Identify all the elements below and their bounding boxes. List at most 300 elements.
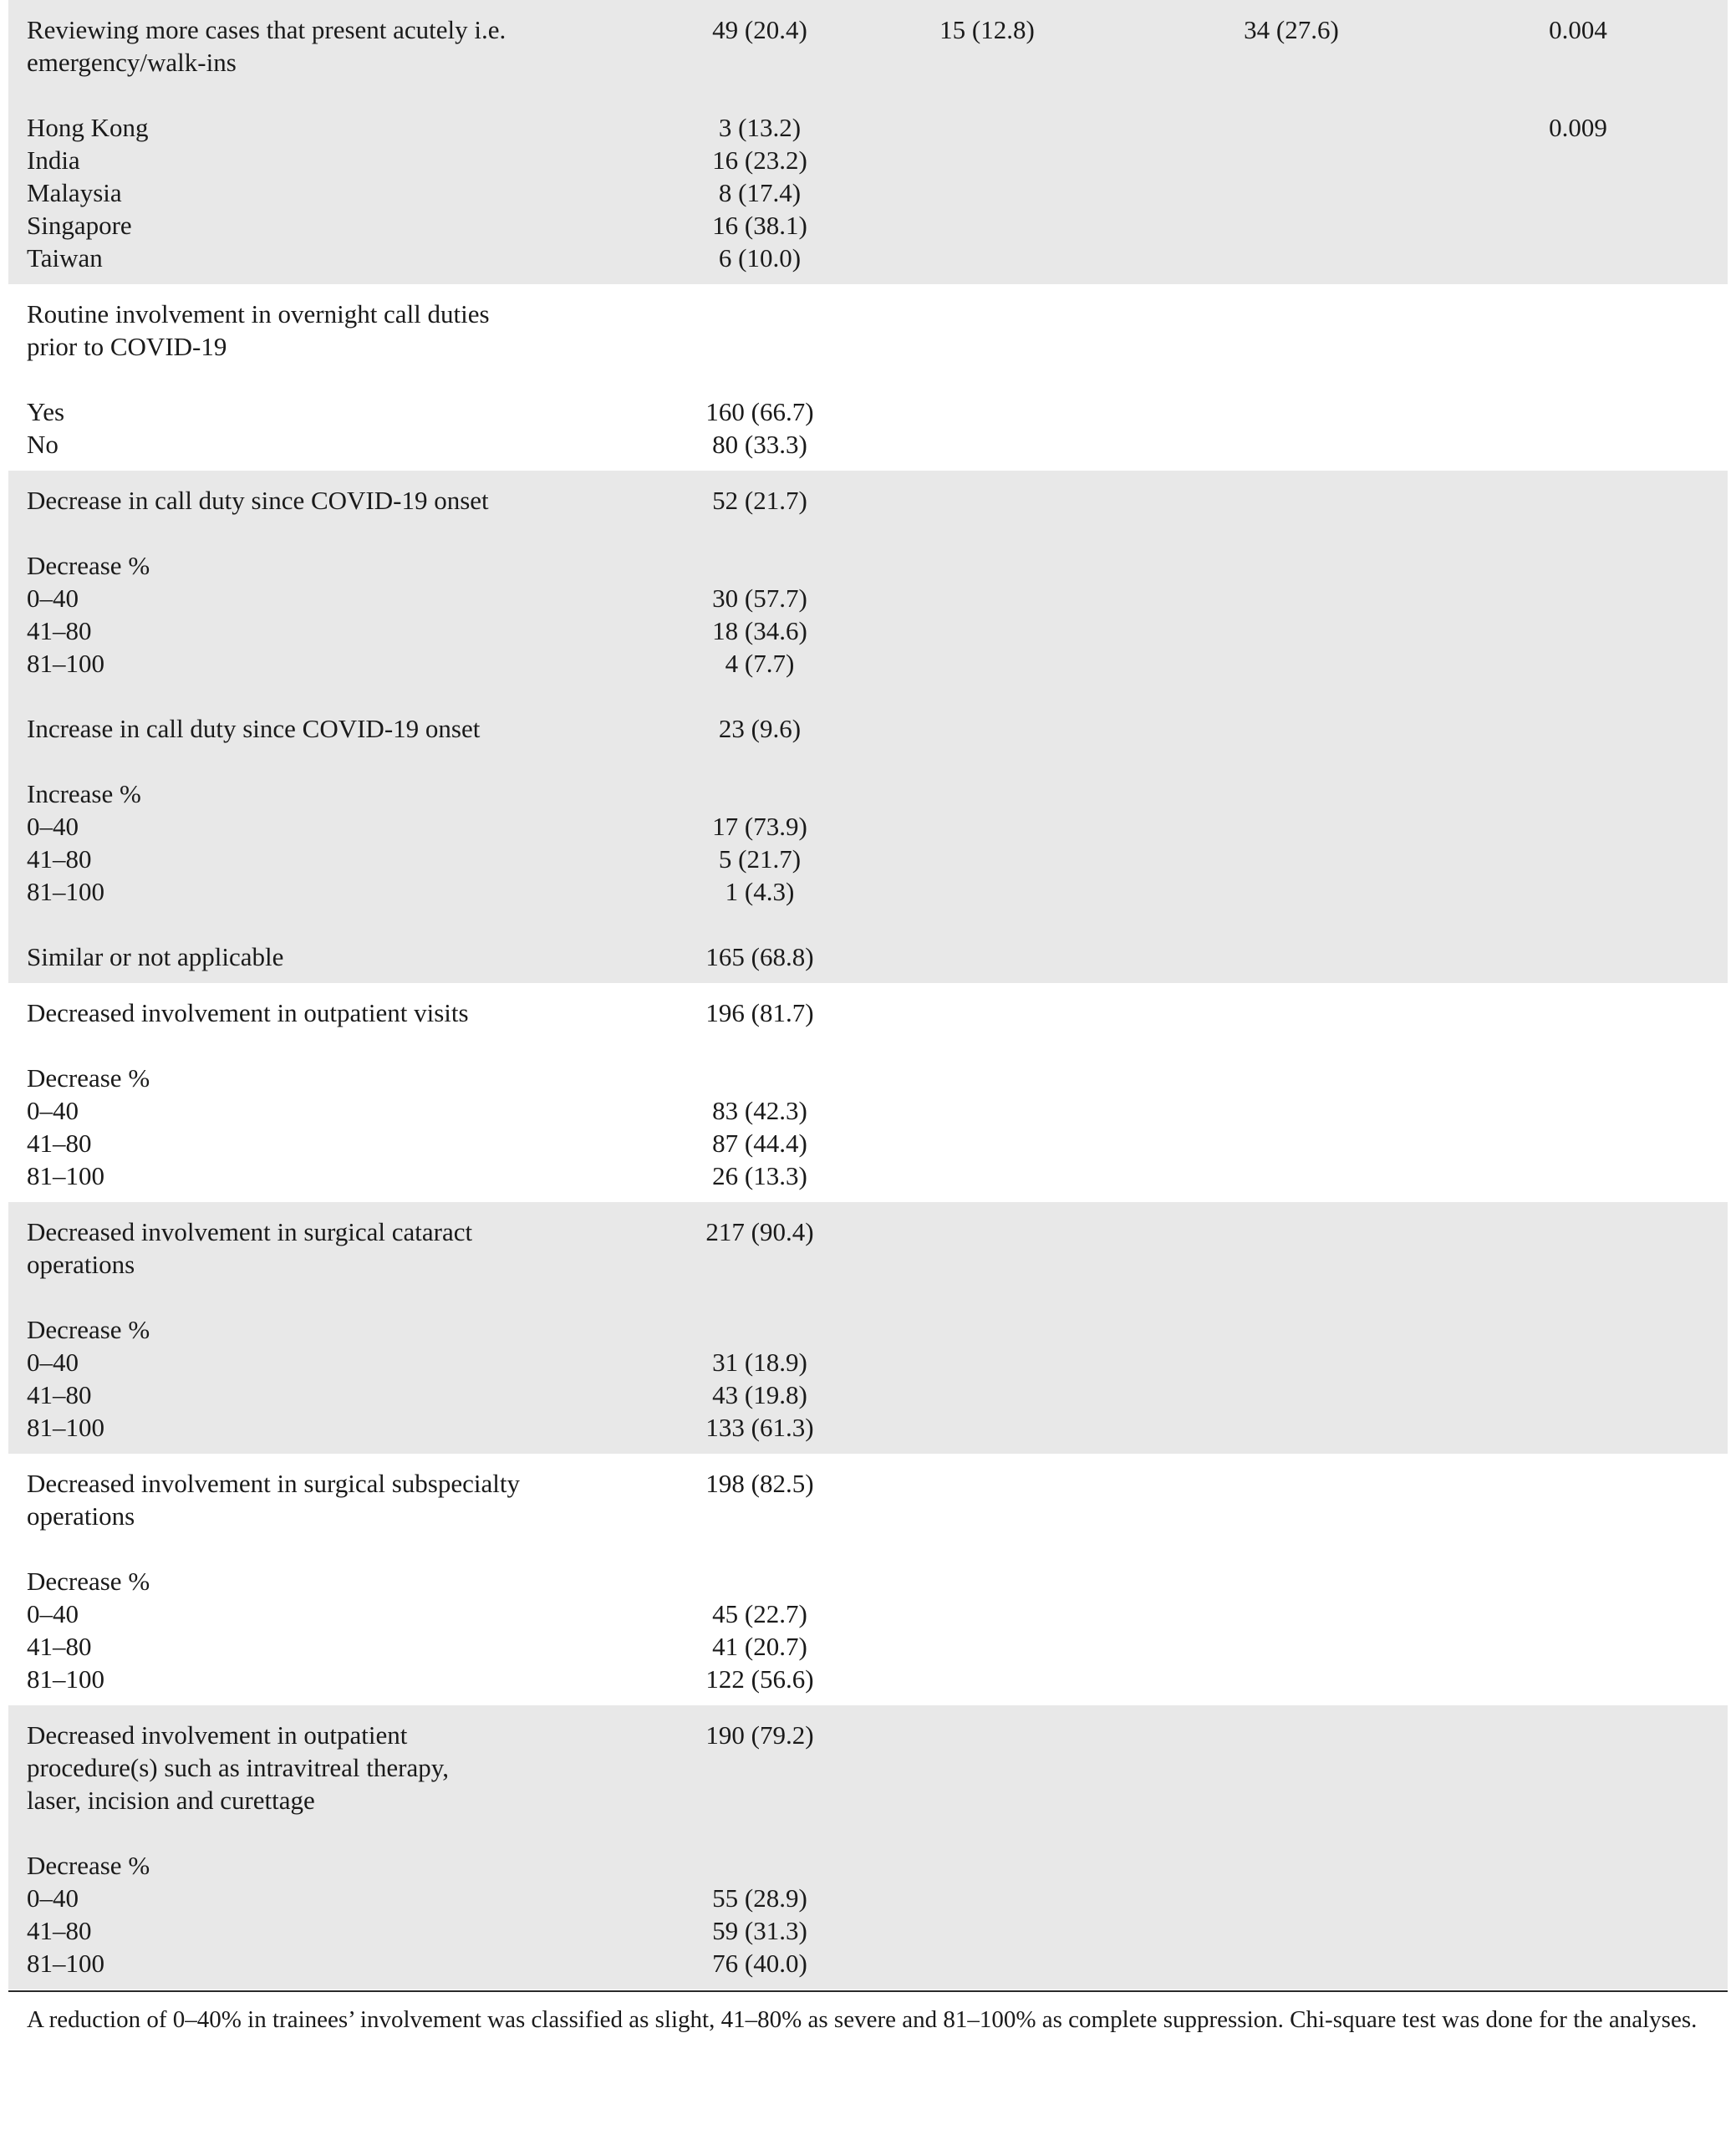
- cell-n-percent: [685, 549, 835, 582]
- cell-group-b: [1139, 777, 1443, 810]
- cell-group-a: [835, 549, 1139, 582]
- cell-group-b: [1139, 471, 1443, 517]
- cell-group-a: [835, 843, 1139, 875]
- table-group: [8, 1202, 1728, 1454]
- cell-group-b: [1139, 363, 1443, 395]
- cell-n-percent: 198 (82.5): [705, 1469, 814, 1498]
- row-label: [8, 1532, 685, 1565]
- cell-group-a: [835, 428, 1139, 471]
- cell-group-a: [835, 471, 1139, 517]
- cell-n-percent: 217 (90.4): [685, 1202, 835, 1281]
- cell-n-percent: 87 (44.4): [712, 1129, 807, 1158]
- cell-p-value: [1443, 242, 1728, 284]
- cell-group-a: [835, 1281, 1139, 1313]
- cell-group-a: [835, 111, 1139, 144]
- cell-group-a: [835, 680, 1139, 712]
- row-label: Increase %: [8, 777, 685, 810]
- cell-n-percent: 3 (13.2): [685, 111, 835, 144]
- table-row: [8, 875, 1728, 908]
- cell-group-a: [835, 1454, 1139, 1532]
- cell-group-a: [835, 1029, 1139, 1062]
- row-label: Routine involvement in overnight call duties prior to COVID-19: [27, 299, 490, 361]
- cell-group-a: [835, 144, 1139, 176]
- table-row: [8, 1705, 1728, 1816]
- cell-group-b: [1139, 1094, 1443, 1127]
- row-label: 81–100: [8, 1411, 685, 1454]
- row-label: Increase in call duty since COVID-19 onset: [8, 712, 685, 745]
- cell-group-b: [1139, 1914, 1443, 1947]
- cell-n-percent: 122 (56.6): [705, 1664, 814, 1694]
- cell-group-b: [1139, 908, 1443, 940]
- cell-p-value: [1443, 983, 1728, 1029]
- row-label: [8, 79, 685, 111]
- cell-group-b: [1139, 712, 1443, 745]
- row-label: 41–80: [8, 1378, 685, 1411]
- cell-group-b: [1139, 1281, 1443, 1313]
- cell-p-value: [1443, 647, 1728, 680]
- row-label: Decrease in call duty since COVID-19 onset: [8, 471, 685, 517]
- cell-n-percent: [685, 517, 835, 549]
- cell-group-a: [835, 1882, 1139, 1914]
- spacer-row: [8, 79, 1728, 111]
- cell-n-percent: 8 (17.4): [685, 176, 835, 209]
- cell-group-b: [1139, 582, 1443, 614]
- table-row: [8, 983, 1728, 1029]
- cell-group-a: [835, 1313, 1139, 1346]
- row-label: [8, 680, 685, 712]
- table-row: [8, 1565, 1728, 1597]
- cell-n-percent: 30 (57.7): [685, 582, 835, 614]
- table-row: [8, 1630, 1728, 1663]
- cell-group-b: [1139, 428, 1443, 471]
- table-row: [8, 395, 1728, 428]
- table-row: [8, 1127, 1728, 1159]
- table-group: [8, 1454, 1728, 1705]
- table-row: [8, 1849, 1728, 1882]
- cell-group-a: [835, 777, 1139, 810]
- cell-group-b: [1139, 983, 1443, 1029]
- cell-n-percent: [685, 1281, 835, 1313]
- cell-group-a: [835, 242, 1139, 284]
- row-label: 0–40: [27, 1096, 79, 1125]
- cell-group-a: [835, 1062, 1139, 1094]
- cell-n-percent: 31 (18.9): [685, 1346, 835, 1378]
- cell-p-value: [1443, 875, 1728, 908]
- data-table: [8, 0, 1728, 1990]
- cell-p-value: [1443, 1630, 1728, 1663]
- cell-p-value: [1443, 1029, 1728, 1062]
- row-label: 81–100: [8, 875, 685, 908]
- cell-group-b: [1139, 1313, 1443, 1346]
- cell-p-value: [1443, 614, 1728, 647]
- row-label: [8, 1816, 685, 1849]
- cell-group-b: [1139, 875, 1443, 908]
- table-row: [8, 284, 1728, 363]
- cell-n-percent: 23 (9.6): [685, 712, 835, 745]
- cell-group-a: [835, 517, 1139, 549]
- cell-n-percent: 55 (28.9): [685, 1882, 835, 1914]
- cell-group-b: [1139, 1630, 1443, 1663]
- cell-group-b: [1139, 1565, 1443, 1597]
- cell-group-b: [1139, 517, 1443, 549]
- cell-n-percent: 26 (13.3): [712, 1161, 807, 1190]
- spacer-row: [8, 1532, 1728, 1565]
- cell-n-percent: [685, 1849, 835, 1882]
- row-label: No: [27, 430, 59, 459]
- table-row: [8, 209, 1728, 242]
- cell-group-b: [1139, 549, 1443, 582]
- cell-n-percent: 80 (33.3): [712, 430, 807, 459]
- row-label: 81–100: [8, 647, 685, 680]
- cell-group-a: [835, 284, 1139, 363]
- cell-group-b: [1139, 1411, 1443, 1454]
- cell-n-percent: 49 (20.4): [685, 0, 835, 79]
- cell-p-value: [1443, 940, 1728, 983]
- cell-group-b: [1139, 284, 1443, 363]
- row-label: Singapore: [8, 209, 685, 242]
- cell-p-value: [1443, 1597, 1728, 1630]
- cell-group-a: 15 (12.8): [835, 0, 1139, 79]
- cell-p-value: [1443, 1705, 1728, 1816]
- row-label: Decreased involvement in outpatient procedure(s) such as intravitreal therapy, laser, incision and curettage: [8, 1705, 685, 1816]
- cell-n-percent: [685, 1313, 835, 1346]
- cell-n-percent: [685, 284, 835, 363]
- row-label: Decrease %: [8, 1313, 685, 1346]
- spacer-row: [8, 908, 1728, 940]
- row-label: 41–80: [8, 843, 685, 875]
- cell-p-value: [1443, 908, 1728, 940]
- table-row: [8, 242, 1728, 284]
- table-group: [8, 983, 1728, 1202]
- cell-p-value: [1443, 1202, 1728, 1281]
- cell-p-value: [1443, 363, 1728, 395]
- row-label: India: [8, 144, 685, 176]
- cell-group-b: [1139, 242, 1443, 284]
- cell-group-a: [835, 712, 1139, 745]
- cell-n-percent: 17 (73.9): [685, 810, 835, 843]
- table-row: [8, 940, 1728, 983]
- table-row: [8, 843, 1728, 875]
- spacer-row: [8, 745, 1728, 777]
- table-row: [8, 1663, 1728, 1705]
- cell-p-value: [1443, 395, 1728, 428]
- cell-p-value: [1443, 517, 1728, 549]
- cell-p-value: [1443, 1411, 1728, 1454]
- row-label: Decrease %: [27, 1567, 150, 1596]
- table-group: [8, 471, 1728, 983]
- table-row: [8, 111, 1728, 144]
- row-label: 0–40: [8, 1882, 685, 1914]
- table-row: [8, 1411, 1728, 1454]
- cell-p-value: 0.009: [1443, 111, 1728, 144]
- cell-p-value: [1443, 1062, 1728, 1094]
- cell-n-percent: [685, 680, 835, 712]
- cell-n-percent: 41 (20.7): [712, 1632, 807, 1661]
- cell-group-b: [1139, 79, 1443, 111]
- cell-group-b: [1139, 395, 1443, 428]
- cell-p-value: [1443, 1565, 1728, 1597]
- cell-n-percent: [685, 1062, 835, 1094]
- table-group: [8, 1705, 1728, 1990]
- cell-group-b: [1139, 810, 1443, 843]
- cell-group-b: [1139, 745, 1443, 777]
- cell-p-value: [1443, 144, 1728, 176]
- table-row: [8, 810, 1728, 843]
- cell-group-b: [1139, 111, 1443, 144]
- table-row: [8, 647, 1728, 680]
- cell-n-percent: 1 (4.3): [685, 875, 835, 908]
- row-label: 0–40: [27, 1599, 79, 1628]
- cell-group-b: [1139, 1378, 1443, 1411]
- row-label: 41–80: [27, 1129, 92, 1158]
- cell-n-percent: [685, 363, 835, 395]
- table-row: [8, 1597, 1728, 1630]
- cell-group-a: [835, 1914, 1139, 1947]
- row-label: Yes: [27, 397, 65, 426]
- table-row: [8, 428, 1728, 471]
- cell-group-b: [1139, 1882, 1443, 1914]
- cell-n-percent: 18 (34.6): [685, 614, 835, 647]
- cell-group-b: [1139, 1663, 1443, 1705]
- cell-group-b: [1139, 1346, 1443, 1378]
- row-label: Decrease %: [8, 1849, 685, 1882]
- cell-group-a: [835, 810, 1139, 843]
- cell-group-b: [1139, 1705, 1443, 1816]
- cell-p-value: [1443, 549, 1728, 582]
- cell-group-a: [835, 209, 1139, 242]
- cell-p-value: [1443, 1281, 1728, 1313]
- row-label: Similar or not applicable: [8, 940, 685, 983]
- cell-group-a: [835, 1816, 1139, 1849]
- cell-p-value: [1443, 1454, 1728, 1532]
- cell-p-value: [1443, 810, 1728, 843]
- cell-p-value: [1443, 1663, 1728, 1705]
- spacer-row: [8, 1029, 1728, 1062]
- table-row: [8, 1947, 1728, 1990]
- cell-n-percent: [685, 908, 835, 940]
- cell-group-a: [835, 582, 1139, 614]
- cell-p-value: [1443, 1816, 1728, 1849]
- row-label: [8, 745, 685, 777]
- cell-group-a: [835, 745, 1139, 777]
- cell-group-b: [1139, 1849, 1443, 1882]
- cell-n-percent: [685, 1565, 835, 1597]
- cell-group-b: [1139, 1947, 1443, 1990]
- cell-n-percent: 160 (66.7): [705, 397, 814, 426]
- cell-group-b: 34 (27.6): [1139, 0, 1443, 79]
- cell-group-a: [835, 1202, 1139, 1281]
- cell-p-value: [1443, 777, 1728, 810]
- cell-n-percent: 196 (81.7): [705, 998, 814, 1027]
- cell-p-value: [1443, 176, 1728, 209]
- row-label: Decreased involvement in outpatient visits: [27, 998, 469, 1027]
- cell-n-percent: 190 (79.2): [685, 1705, 835, 1816]
- cell-p-value: [1443, 1378, 1728, 1411]
- cell-p-value: [1443, 1532, 1728, 1565]
- row-label: [8, 908, 685, 940]
- cell-group-b: [1139, 144, 1443, 176]
- cell-p-value: [1443, 1127, 1728, 1159]
- cell-group-b: [1139, 1127, 1443, 1159]
- cell-group-a: [835, 1411, 1139, 1454]
- cell-n-percent: 52 (21.7): [685, 471, 835, 517]
- cell-group-b: [1139, 680, 1443, 712]
- cell-group-b: [1139, 1202, 1443, 1281]
- cell-group-a: [835, 1532, 1139, 1565]
- table-row: [8, 176, 1728, 209]
- cell-group-a: [835, 908, 1139, 940]
- row-label: 41–80: [8, 1914, 685, 1947]
- cell-n-percent: 76 (40.0): [685, 1947, 835, 1990]
- cell-group-a: [835, 614, 1139, 647]
- cell-group-b: [1139, 1454, 1443, 1532]
- cell-group-b: [1139, 614, 1443, 647]
- cell-group-a: [835, 1597, 1139, 1630]
- row-label: Decrease %: [27, 1063, 150, 1093]
- table-row: [8, 582, 1728, 614]
- table-row: [8, 614, 1728, 647]
- cell-group-a: [835, 1849, 1139, 1882]
- cell-group-a: [835, 1378, 1139, 1411]
- cell-p-value: [1443, 1849, 1728, 1882]
- row-label: [8, 517, 685, 549]
- cell-group-a: [835, 1127, 1139, 1159]
- table-group: [8, 0, 1728, 284]
- row-label: 0–40: [8, 1346, 685, 1378]
- cell-p-value: [1443, 1159, 1728, 1202]
- cell-n-percent: [685, 1532, 835, 1565]
- cell-n-percent: 16 (38.1): [685, 209, 835, 242]
- row-label: [8, 1281, 685, 1313]
- table-footnote: A reduction of 0–40% in trainees’ involvement was classified as slight, 41–80% as severe and 81–100% as complete suppression. Chi-square test was done for the analyses.: [27, 2006, 1698, 2033]
- cell-p-value: [1443, 1914, 1728, 1947]
- cell-p-value: [1443, 209, 1728, 242]
- spacer-row: [8, 363, 1728, 395]
- cell-group-a: [835, 1565, 1139, 1597]
- table-row: [8, 777, 1728, 810]
- cell-group-b: [1139, 209, 1443, 242]
- cell-group-a: [835, 647, 1139, 680]
- row-label: [8, 363, 685, 395]
- row-label: [8, 1029, 685, 1062]
- row-label: 81–100: [8, 1947, 685, 1990]
- cell-group-a: [835, 1094, 1139, 1127]
- cell-p-value: [1443, 1313, 1728, 1346]
- spacer-row: [8, 680, 1728, 712]
- table-row: [8, 1313, 1728, 1346]
- cell-p-value: [1443, 1947, 1728, 1990]
- cell-p-value: [1443, 843, 1728, 875]
- table-row: [8, 1094, 1728, 1127]
- row-label: Reviewing more cases that present acutely i.e. emergency/walk-ins: [8, 0, 685, 79]
- row-label: Decreased involvement in surgical subspecialty operations: [27, 1469, 520, 1531]
- table-row: [8, 1062, 1728, 1094]
- cell-n-percent: 59 (31.3): [685, 1914, 835, 1947]
- row-label: 0–40: [8, 582, 685, 614]
- table-row: [8, 1378, 1728, 1411]
- cell-n-percent: 45 (22.7): [712, 1599, 807, 1628]
- table-row: [8, 1914, 1728, 1947]
- table-row: [8, 1882, 1728, 1914]
- cell-group-a: [835, 1947, 1139, 1990]
- cell-group-a: [835, 983, 1139, 1029]
- table-group: [8, 284, 1728, 471]
- row-label: Taiwan: [8, 242, 685, 284]
- cell-n-percent: 43 (19.8): [685, 1378, 835, 1411]
- table-row: [8, 471, 1728, 517]
- cell-p-value: [1443, 745, 1728, 777]
- cell-n-percent: [685, 79, 835, 111]
- cell-group-b: [1139, 1062, 1443, 1094]
- cell-p-value: 0.004: [1443, 0, 1728, 79]
- cell-p-value: [1443, 1882, 1728, 1914]
- row-label: 41–80: [27, 1632, 92, 1661]
- cell-group-a: [835, 940, 1139, 983]
- cell-n-percent: [685, 745, 835, 777]
- cell-n-percent: [685, 1029, 835, 1062]
- cell-p-value: [1443, 471, 1728, 517]
- row-label: 41–80: [8, 614, 685, 647]
- table-bottom-rule: [8, 1990, 1728, 1992]
- cell-n-percent: 165 (68.8): [685, 940, 835, 983]
- row-label: 81–100: [27, 1664, 104, 1694]
- table-row: [8, 1202, 1728, 1281]
- cell-n-percent: [685, 1816, 835, 1849]
- cell-group-a: [835, 395, 1139, 428]
- row-label: 81–100: [27, 1161, 104, 1190]
- cell-p-value: [1443, 1346, 1728, 1378]
- cell-p-value: [1443, 1094, 1728, 1127]
- spacer-row: [8, 1281, 1728, 1313]
- spacer-row: [8, 1816, 1728, 1849]
- cell-p-value: [1443, 680, 1728, 712]
- spacer-row: [8, 517, 1728, 549]
- row-label: Decreased involvement in surgical cataract operations: [8, 1202, 685, 1281]
- row-label: Decrease %: [8, 549, 685, 582]
- table-row: [8, 712, 1728, 745]
- cell-n-percent: 5 (21.7): [685, 843, 835, 875]
- cell-group-b: [1139, 940, 1443, 983]
- table-row: [8, 1159, 1728, 1202]
- cell-n-percent: 6 (10.0): [685, 242, 835, 284]
- cell-group-b: [1139, 1159, 1443, 1202]
- cell-p-value: [1443, 712, 1728, 745]
- cell-group-b: [1139, 176, 1443, 209]
- row-label: Hong Kong: [8, 111, 685, 144]
- cell-group-a: [835, 79, 1139, 111]
- cell-group-a: [835, 176, 1139, 209]
- cell-group-b: [1139, 843, 1443, 875]
- cell-group-a: [835, 875, 1139, 908]
- cell-group-b: [1139, 1532, 1443, 1565]
- cell-group-b: [1139, 1029, 1443, 1062]
- cell-p-value: [1443, 284, 1728, 363]
- row-label: Malaysia: [8, 176, 685, 209]
- cell-group-a: [835, 1346, 1139, 1378]
- cell-n-percent: 4 (7.7): [685, 647, 835, 680]
- cell-group-a: [835, 1705, 1139, 1816]
- cell-group-b: [1139, 647, 1443, 680]
- cell-group-a: [835, 363, 1139, 395]
- row-label: 0–40: [8, 810, 685, 843]
- cell-group-b: [1139, 1597, 1443, 1630]
- table-row: [8, 1454, 1728, 1532]
- cell-group-a: [835, 1630, 1139, 1663]
- cell-n-percent: 16 (23.2): [685, 144, 835, 176]
- cell-n-percent: 133 (61.3): [685, 1411, 835, 1454]
- table-row: [8, 0, 1728, 79]
- table-row: [8, 144, 1728, 176]
